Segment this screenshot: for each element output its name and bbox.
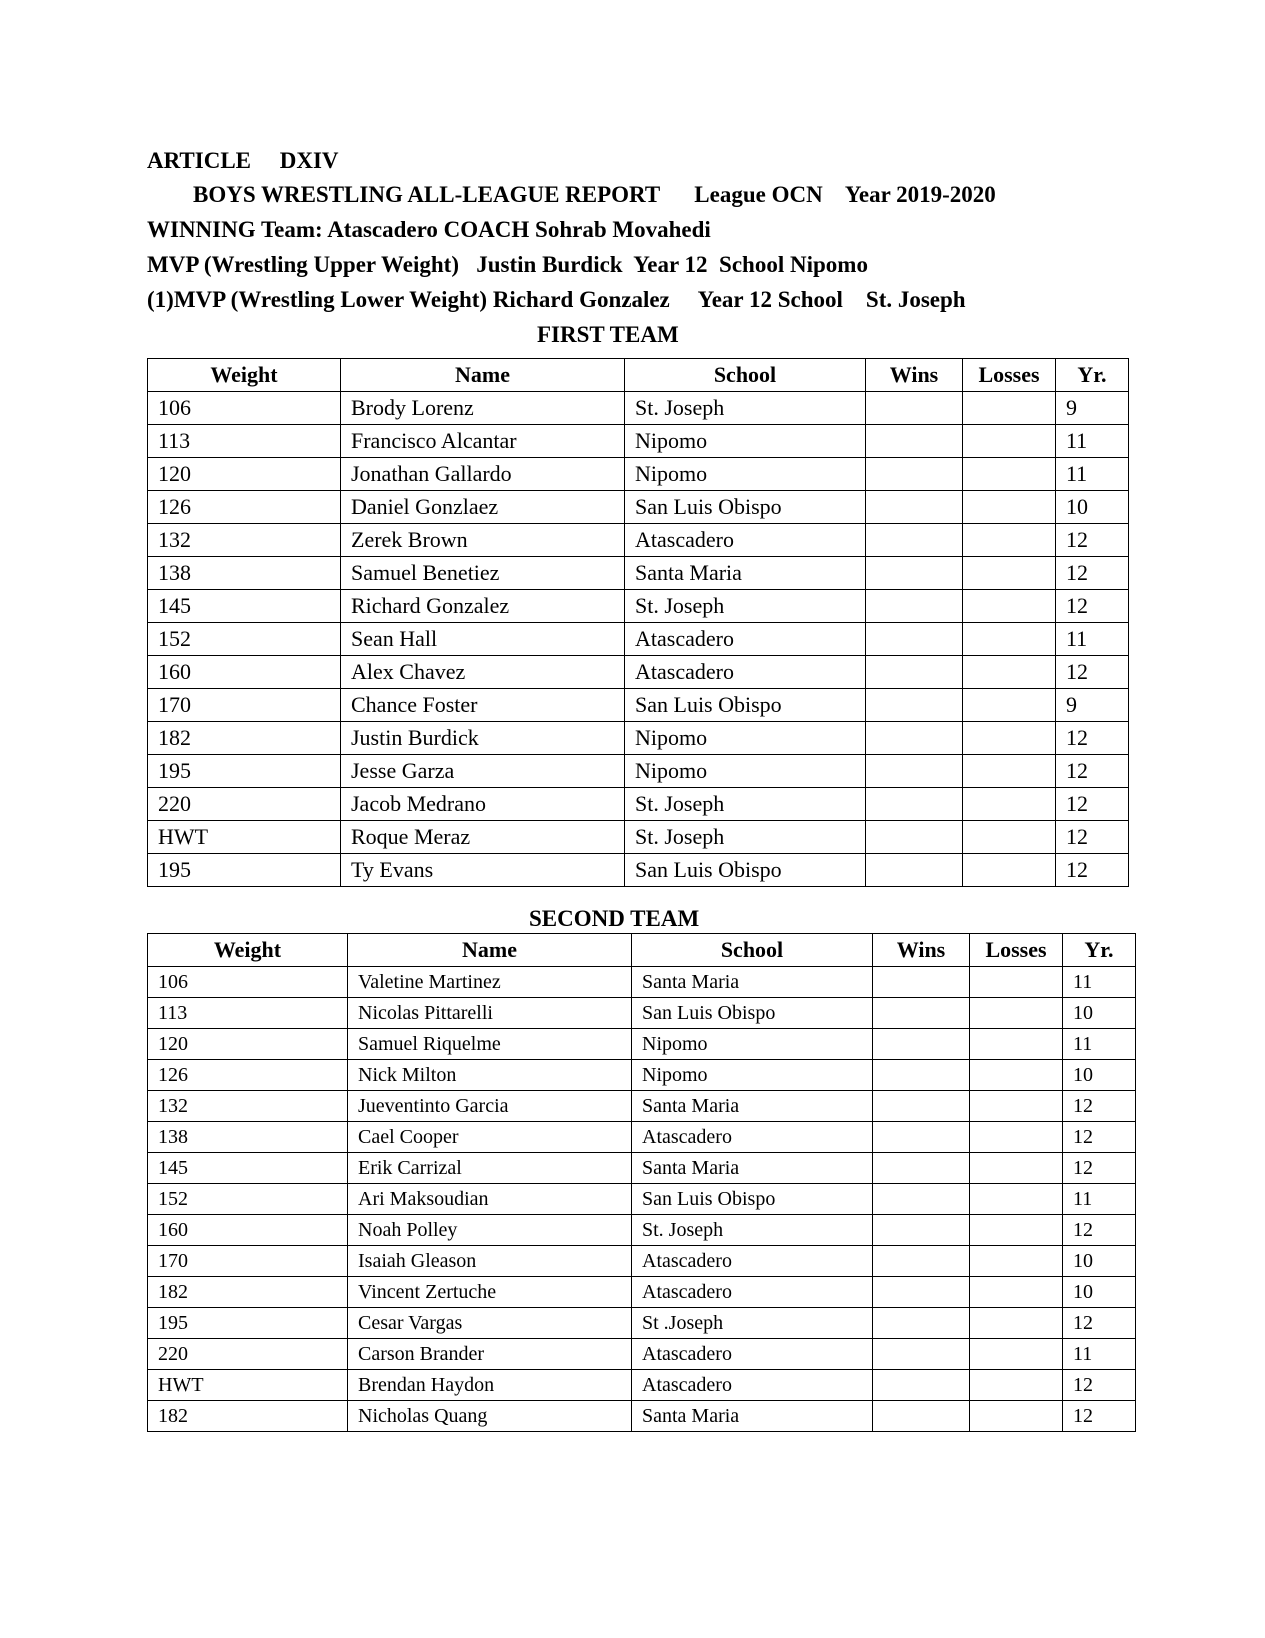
cell-wins <box>873 1277 970 1308</box>
cell-school: San Luis Obispo <box>625 854 866 887</box>
cell-weight: HWT <box>148 1370 348 1401</box>
cell-weight: 152 <box>148 623 341 656</box>
cell-weight: HWT <box>148 821 341 854</box>
col-header-name: Name <box>348 934 632 967</box>
cell-school: San Luis Obispo <box>625 491 866 524</box>
cell-name: Ty Evans <box>341 854 625 887</box>
cell-yr: 12 <box>1056 524 1129 557</box>
cell-school: Atascadero <box>625 524 866 557</box>
cell-wins <box>866 854 963 887</box>
col-header-yr: Yr. <box>1063 934 1136 967</box>
cell-school: Nipomo <box>632 1060 873 1091</box>
article-line: ARTICLE DXIV <box>147 148 339 173</box>
cell-weight: 195 <box>148 755 341 788</box>
cell-school: Atascadero <box>632 1370 873 1401</box>
cell-name: Nicolas Pittarelli <box>348 998 632 1029</box>
cell-yr: 11 <box>1063 1029 1136 1060</box>
cell-yr: 11 <box>1056 458 1129 491</box>
cell-weight: 182 <box>148 722 341 755</box>
col-header-weight: Weight <box>148 934 348 967</box>
mvp-lower-line: (1)MVP (Wrestling Lower Weight) Richard Gonzalez Year 12 School St. Joseph <box>147 287 966 312</box>
cell-losses <box>970 1339 1063 1370</box>
cell-losses <box>970 1060 1063 1091</box>
cell-name: Samuel Riquelme <box>348 1029 632 1060</box>
table-row <box>148 1184 1136 1215</box>
cell-wins <box>873 1153 970 1184</box>
cell-name: Sean Hall <box>341 623 625 656</box>
cell-weight: 170 <box>148 1246 348 1277</box>
cell-school: St. Joseph <box>625 392 866 425</box>
cell-wins <box>866 392 963 425</box>
cell-weight: 120 <box>148 1029 348 1060</box>
table-row <box>148 788 1129 821</box>
cell-weight: 132 <box>148 1091 348 1122</box>
cell-wins <box>873 1246 970 1277</box>
cell-wins <box>873 1060 970 1091</box>
cell-name: Daniel Gonzlaez <box>341 491 625 524</box>
cell-weight: 138 <box>148 557 341 590</box>
table-row <box>148 656 1129 689</box>
table-header-row <box>148 359 1129 392</box>
cell-wins <box>866 425 963 458</box>
cell-school: Santa Maria <box>632 1091 873 1122</box>
cell-yr: 11 <box>1063 1339 1136 1370</box>
cell-weight: 145 <box>148 1153 348 1184</box>
cell-school: San Luis Obispo <box>632 1184 873 1215</box>
cell-wins <box>866 557 963 590</box>
cell-weight: 220 <box>148 788 341 821</box>
table-row <box>148 1339 1136 1370</box>
cell-name: Alex Chavez <box>341 656 625 689</box>
table-row <box>148 689 1129 722</box>
cell-name: Roque Meraz <box>341 821 625 854</box>
cell-name: Ari Maksoudian <box>348 1184 632 1215</box>
cell-yr: 11 <box>1063 1184 1136 1215</box>
cell-name: Valetine Martinez <box>348 967 632 998</box>
cell-weight: 195 <box>148 854 341 887</box>
table-row <box>148 392 1129 425</box>
cell-yr: 12 <box>1063 1122 1136 1153</box>
first-team-body <box>148 392 1129 887</box>
cell-weight: 126 <box>148 1060 348 1091</box>
first-team-title: FIRST TEAM <box>537 322 679 347</box>
col-header-wins: Wins <box>866 359 963 392</box>
cell-school: Nipomo <box>632 1029 873 1060</box>
cell-school: Nipomo <box>625 425 866 458</box>
cell-name: Zerek Brown <box>341 524 625 557</box>
cell-losses <box>963 623 1056 656</box>
cell-school: Atascadero <box>625 623 866 656</box>
cell-yr: 12 <box>1063 1370 1136 1401</box>
table-row <box>148 1246 1136 1277</box>
cell-wins <box>873 1122 970 1153</box>
report-title: BOYS WRESTLING ALL-LEAGUE REPORT League OCN Year 2019-2020 <box>193 182 996 207</box>
cell-losses <box>963 689 1056 722</box>
cell-yr: 12 <box>1056 854 1129 887</box>
cell-losses <box>963 458 1056 491</box>
cell-weight: 160 <box>148 656 341 689</box>
cell-wins <box>873 998 970 1029</box>
cell-school: St. Joseph <box>625 590 866 623</box>
table-row <box>148 524 1129 557</box>
col-header-weight: Weight <box>148 359 341 392</box>
cell-school: St. Joseph <box>625 788 866 821</box>
cell-wins <box>866 524 963 557</box>
cell-weight: 138 <box>148 1122 348 1153</box>
col-header-wins: Wins <box>873 934 970 967</box>
cell-losses <box>970 1215 1063 1246</box>
cell-name: Brendan Haydon <box>348 1370 632 1401</box>
cell-weight: 145 <box>148 590 341 623</box>
table-row <box>148 1060 1136 1091</box>
cell-losses <box>970 967 1063 998</box>
cell-losses <box>963 590 1056 623</box>
cell-name: Carson Brander <box>348 1339 632 1370</box>
cell-weight: 113 <box>148 425 341 458</box>
cell-losses <box>963 755 1056 788</box>
table-row <box>148 425 1129 458</box>
table-row <box>148 1215 1136 1246</box>
table-row <box>148 1370 1136 1401</box>
cell-name: Jacob Medrano <box>341 788 625 821</box>
table-row <box>148 1308 1136 1339</box>
cell-school: San Luis Obispo <box>625 689 866 722</box>
cell-yr: 10 <box>1063 998 1136 1029</box>
cell-name: Justin Burdick <box>341 722 625 755</box>
cell-losses <box>963 788 1056 821</box>
cell-losses <box>963 821 1056 854</box>
table-row <box>148 557 1129 590</box>
cell-weight: 106 <box>148 967 348 998</box>
cell-losses <box>963 557 1056 590</box>
cell-wins <box>873 1308 970 1339</box>
cell-wins <box>866 689 963 722</box>
cell-losses <box>970 1091 1063 1122</box>
cell-losses <box>963 524 1056 557</box>
cell-yr: 9 <box>1056 689 1129 722</box>
cell-name: Cael Cooper <box>348 1122 632 1153</box>
cell-school: St. Joseph <box>632 1215 873 1246</box>
cell-school: St .Joseph <box>632 1308 873 1339</box>
cell-yr: 10 <box>1063 1060 1136 1091</box>
cell-school: Atascadero <box>632 1246 873 1277</box>
cell-yr: 11 <box>1063 967 1136 998</box>
cell-wins <box>866 821 963 854</box>
table-row <box>148 755 1129 788</box>
cell-wins <box>873 1339 970 1370</box>
cell-name: Nicholas Quang <box>348 1401 632 1432</box>
cell-yr: 11 <box>1056 623 1129 656</box>
cell-school: St. Joseph <box>625 821 866 854</box>
cell-name: Vincent Zertuche <box>348 1277 632 1308</box>
cell-school: Santa Maria <box>625 557 866 590</box>
cell-wins <box>866 491 963 524</box>
table-row <box>148 458 1129 491</box>
col-header-losses: Losses <box>963 359 1056 392</box>
cell-school: Atascadero <box>632 1339 873 1370</box>
cell-name: Erik Carrizal <box>348 1153 632 1184</box>
cell-weight: 132 <box>148 524 341 557</box>
cell-yr: 12 <box>1063 1215 1136 1246</box>
table-row <box>148 854 1129 887</box>
cell-losses <box>963 854 1056 887</box>
cell-losses <box>963 491 1056 524</box>
cell-name: Jueventinto Garcia <box>348 1091 632 1122</box>
cell-yr: 11 <box>1056 425 1129 458</box>
table-row <box>148 1277 1136 1308</box>
cell-school: Santa Maria <box>632 967 873 998</box>
cell-weight: 126 <box>148 491 341 524</box>
cell-losses <box>963 392 1056 425</box>
cell-losses <box>970 998 1063 1029</box>
cell-losses <box>970 1184 1063 1215</box>
cell-losses <box>970 1370 1063 1401</box>
cell-name: Samuel Benetiez <box>341 557 625 590</box>
col-header-yr: Yr. <box>1056 359 1129 392</box>
cell-yr: 12 <box>1056 590 1129 623</box>
cell-weight: 152 <box>148 1184 348 1215</box>
table-row <box>148 821 1129 854</box>
cell-wins <box>873 1091 970 1122</box>
cell-weight: 170 <box>148 689 341 722</box>
cell-losses <box>970 1308 1063 1339</box>
cell-weight: 182 <box>148 1401 348 1432</box>
cell-yr: 12 <box>1056 821 1129 854</box>
cell-wins <box>873 1184 970 1215</box>
first-team-table <box>147 358 1129 887</box>
cell-losses <box>970 1153 1063 1184</box>
cell-wins <box>873 1215 970 1246</box>
cell-wins <box>866 656 963 689</box>
winning-team-line: WINNING Team: Atascadero COACH Sohrab Movahedi <box>147 217 711 242</box>
table-row <box>148 491 1129 524</box>
table-row <box>148 1153 1136 1184</box>
cell-name: Chance Foster <box>341 689 625 722</box>
cell-weight: 220 <box>148 1339 348 1370</box>
cell-losses <box>963 425 1056 458</box>
cell-losses <box>970 1246 1063 1277</box>
cell-wins <box>873 1029 970 1060</box>
second-team-body <box>148 967 1136 1432</box>
table-row <box>148 1122 1136 1153</box>
cell-losses <box>970 1401 1063 1432</box>
cell-school: Santa Maria <box>632 1401 873 1432</box>
cell-yr: 9 <box>1056 392 1129 425</box>
cell-yr: 12 <box>1056 722 1129 755</box>
table-row <box>148 967 1136 998</box>
cell-wins <box>866 458 963 491</box>
cell-yr: 12 <box>1063 1153 1136 1184</box>
cell-wins <box>866 755 963 788</box>
cell-wins <box>866 788 963 821</box>
table-row <box>148 623 1129 656</box>
col-header-name: Name <box>341 359 625 392</box>
cell-yr: 10 <box>1056 491 1129 524</box>
cell-name: Francisco Alcantar <box>341 425 625 458</box>
cell-name: Richard Gonzalez <box>341 590 625 623</box>
cell-name: Isaiah Gleason <box>348 1246 632 1277</box>
cell-weight: 160 <box>148 1215 348 1246</box>
cell-school: Atascadero <box>625 656 866 689</box>
cell-wins <box>873 1401 970 1432</box>
cell-school: Atascadero <box>632 1122 873 1153</box>
cell-losses <box>970 1277 1063 1308</box>
cell-weight: 182 <box>148 1277 348 1308</box>
cell-school: San Luis Obispo <box>632 998 873 1029</box>
second-team-table <box>147 933 1136 1432</box>
cell-yr: 12 <box>1063 1401 1136 1432</box>
cell-name: Jesse Garza <box>341 755 625 788</box>
cell-school: Atascadero <box>632 1277 873 1308</box>
cell-wins <box>866 722 963 755</box>
cell-yr: 12 <box>1056 755 1129 788</box>
col-header-school: School <box>625 359 866 392</box>
cell-weight: 113 <box>148 998 348 1029</box>
cell-yr: 12 <box>1056 557 1129 590</box>
cell-school: Santa Maria <box>632 1153 873 1184</box>
mvp-upper-line: MVP (Wrestling Upper Weight) Justin Burdick Year 12 School Nipomo <box>147 252 868 277</box>
cell-losses <box>963 722 1056 755</box>
cell-name: Noah Polley <box>348 1215 632 1246</box>
table-row <box>148 1091 1136 1122</box>
cell-weight: 120 <box>148 458 341 491</box>
table-header-row <box>148 934 1136 967</box>
cell-wins <box>866 590 963 623</box>
cell-name: Jonathan Gallardo <box>341 458 625 491</box>
cell-wins <box>873 1370 970 1401</box>
cell-yr: 12 <box>1056 788 1129 821</box>
cell-yr: 12 <box>1063 1091 1136 1122</box>
cell-wins <box>866 623 963 656</box>
cell-yr: 12 <box>1056 656 1129 689</box>
cell-losses <box>963 656 1056 689</box>
cell-losses <box>970 1029 1063 1060</box>
cell-weight: 106 <box>148 392 341 425</box>
table-row <box>148 722 1129 755</box>
cell-name: Cesar Vargas <box>348 1308 632 1339</box>
table-row <box>148 1401 1136 1432</box>
col-header-losses: Losses <box>970 934 1063 967</box>
table-row <box>148 590 1129 623</box>
cell-school: Nipomo <box>625 755 866 788</box>
cell-wins <box>873 967 970 998</box>
cell-name: Brody Lorenz <box>341 392 625 425</box>
cell-yr: 12 <box>1063 1308 1136 1339</box>
col-header-school: School <box>632 934 873 967</box>
cell-name: Nick Milton <box>348 1060 632 1091</box>
cell-school: Nipomo <box>625 458 866 491</box>
table-row <box>148 998 1136 1029</box>
cell-yr: 10 <box>1063 1277 1136 1308</box>
cell-losses <box>970 1122 1063 1153</box>
second-team-title: SECOND TEAM <box>529 906 700 931</box>
table-row <box>148 1029 1136 1060</box>
cell-weight: 195 <box>148 1308 348 1339</box>
cell-school: Nipomo <box>625 722 866 755</box>
cell-yr: 10 <box>1063 1246 1136 1277</box>
